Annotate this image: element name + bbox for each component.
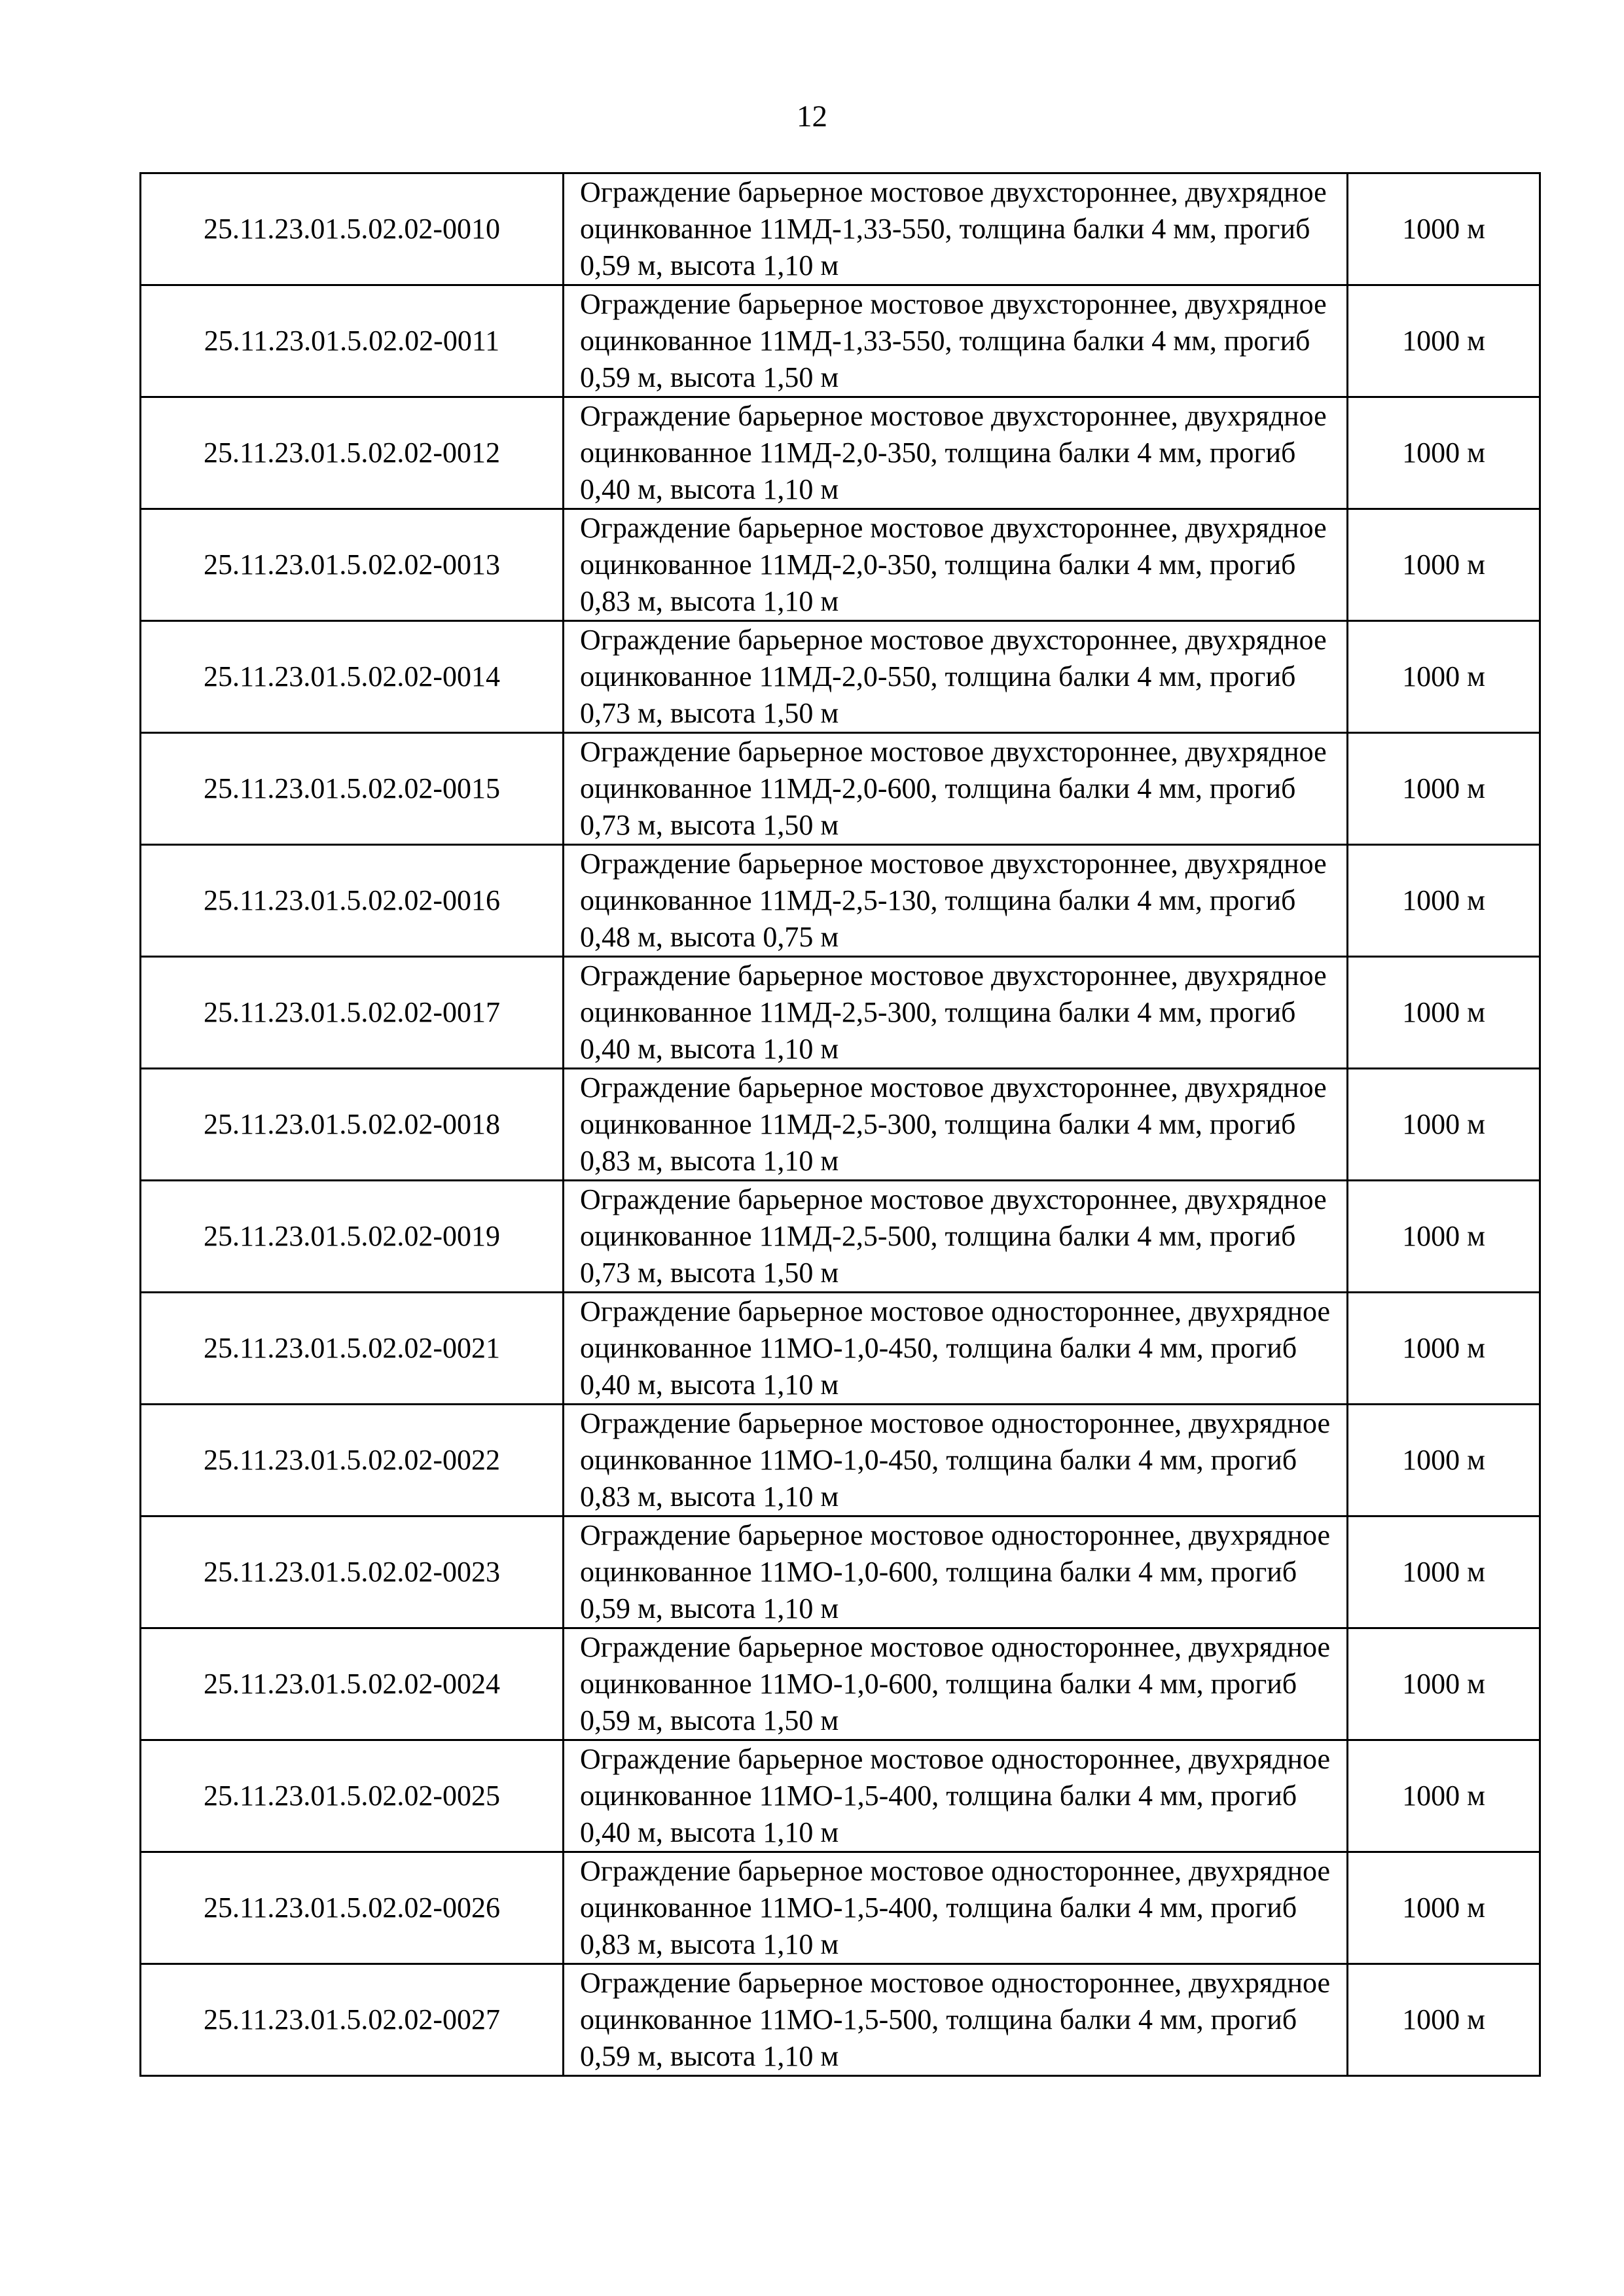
- resource-name: Ограждение барьерное мостовое двухстороннее, двухрядное оцинкованное 11МД-2,5-130, толщина балки 4 мм, прогиб 0,48 м, высота 0,75 м: [564, 845, 1348, 957]
- resource-unit: 1000 м: [1348, 1293, 1540, 1405]
- resource-unit: 1000 м: [1348, 1628, 1540, 1740]
- resource-code: 25.11.23.01.5.02.02-0016: [141, 845, 564, 957]
- resource-code: 25.11.23.01.5.02.02-0012: [141, 397, 564, 509]
- resource-unit: 1000 м: [1348, 1516, 1540, 1628]
- table-row: [141, 1964, 1540, 2076]
- resource-code: 25.11.23.01.5.02.02-0025: [141, 1740, 564, 1852]
- resource-code: 25.11.23.01.5.02.02-0021: [141, 1293, 564, 1405]
- resource-code: 25.11.23.01.5.02.02-0019: [141, 1181, 564, 1293]
- table-row: [141, 733, 1540, 845]
- resource-unit: 1000 м: [1348, 957, 1540, 1069]
- resource-table-body: [141, 173, 1540, 2076]
- resource-name: Ограждение барьерное мостовое одностороннее, двухрядное оцинкованное 11МО-1,5-500, толщина балки 4 мм, прогиб 0,59 м, высота 1,10 м: [564, 1964, 1348, 2076]
- table-row: [141, 173, 1540, 285]
- resource-code: 25.11.23.01.5.02.02-0018: [141, 1069, 564, 1181]
- resource-name: Ограждение барьерное мостовое одностороннее, двухрядное оцинкованное 11МО-1,0-450, толщина балки 4 мм, прогиб 0,83 м, высота 1,10 м: [564, 1405, 1348, 1516]
- resource-name: Ограждение барьерное мостовое двухстороннее, двухрядное оцинкованное 11МД-1,33-550, толщина балки 4 мм, прогиб 0,59 м, высота 1,10 м: [564, 173, 1348, 285]
- table-row: [141, 1740, 1540, 1852]
- table-row: [141, 1405, 1540, 1516]
- resource-unit: 1000 м: [1348, 733, 1540, 845]
- resource-name: Ограждение барьерное мостовое двухстороннее, двухрядное оцинкованное 11МД-1,33-550, толщина балки 4 мм, прогиб 0,59 м, высота 1,50 м: [564, 285, 1348, 397]
- resource-unit: 1000 м: [1348, 1181, 1540, 1293]
- table-row: [141, 1181, 1540, 1293]
- resource-code: 25.11.23.01.5.02.02-0027: [141, 1964, 564, 2076]
- resource-code: 25.11.23.01.5.02.02-0023: [141, 1516, 564, 1628]
- table-row: [141, 1852, 1540, 1964]
- resource-code: 25.11.23.01.5.02.02-0015: [141, 733, 564, 845]
- resource-name: Ограждение барьерное мостовое одностороннее, двухрядное оцинкованное 11МО-1,0-450, толщина балки 4 мм, прогиб 0,40 м, высота 1,10 м: [564, 1293, 1348, 1405]
- resource-name: Ограждение барьерное мостовое двухстороннее, двухрядное оцинкованное 11МД-2,0-350, толщина балки 4 мм, прогиб 0,40 м, высота 1,10 м: [564, 397, 1348, 509]
- resource-code: 25.11.23.01.5.02.02-0022: [141, 1405, 564, 1516]
- resource-unit: 1000 м: [1348, 1405, 1540, 1516]
- resource-unit: 1000 м: [1348, 621, 1540, 733]
- table-row: [141, 957, 1540, 1069]
- resource-table: [139, 172, 1541, 2077]
- resource-code: 25.11.23.01.5.02.02-0014: [141, 621, 564, 733]
- resource-code: 25.11.23.01.5.02.02-0017: [141, 957, 564, 1069]
- resource-code: 25.11.23.01.5.02.02-0026: [141, 1852, 564, 1964]
- table-row: [141, 845, 1540, 957]
- resource-unit: 1000 м: [1348, 173, 1540, 285]
- resource-name: Ограждение барьерное мостовое двухстороннее, двухрядное оцинкованное 11МД-2,0-550, толщина балки 4 мм, прогиб 0,73 м, высота 1,50 м: [564, 621, 1348, 733]
- resource-unit: 1000 м: [1348, 1069, 1540, 1181]
- table-row: [141, 397, 1540, 509]
- resource-name: Ограждение барьерное мостовое двухстороннее, двухрядное оцинкованное 11МД-2,0-600, толщина балки 4 мм, прогиб 0,73 м, высота 1,50 м: [564, 733, 1348, 845]
- resource-name: Ограждение барьерное мостовое одностороннее, двухрядное оцинкованное 11МО-1,0-600, толщина балки 4 мм, прогиб 0,59 м, высота 1,50 м: [564, 1628, 1348, 1740]
- table-row: [141, 509, 1540, 621]
- resource-code: 25.11.23.01.5.02.02-0013: [141, 509, 564, 621]
- resource-unit: 1000 м: [1348, 397, 1540, 509]
- resource-unit: 1000 м: [1348, 1964, 1540, 2076]
- resource-unit: 1000 м: [1348, 1740, 1540, 1852]
- resource-code: 25.11.23.01.5.02.02-0024: [141, 1628, 564, 1740]
- page-number: 12: [797, 99, 827, 134]
- resource-name: Ограждение барьерное мостовое двухстороннее, двухрядное оцинкованное 11МД-2,0-350, толщина балки 4 мм, прогиб 0,83 м, высота 1,10 м: [564, 509, 1348, 621]
- resource-unit: 1000 м: [1348, 509, 1540, 621]
- resource-name: Ограждение барьерное мостовое одностороннее, двухрядное оцинкованное 11МО-1,5-400, толщина балки 4 мм, прогиб 0,40 м, высота 1,10 м: [564, 1740, 1348, 1852]
- table-row: [141, 1293, 1540, 1405]
- resource-name: Ограждение барьерное мостовое одностороннее, двухрядное оцинкованное 11МО-1,0-600, толщина балки 4 мм, прогиб 0,59 м, высота 1,10 м: [564, 1516, 1348, 1628]
- table-row: [141, 285, 1540, 397]
- table-row: [141, 1069, 1540, 1181]
- resource-unit: 1000 м: [1348, 1852, 1540, 1964]
- resource-name: Ограждение барьерное мостовое одностороннее, двухрядное оцинкованное 11МО-1,5-400, толщина балки 4 мм, прогиб 0,83 м, высота 1,10 м: [564, 1852, 1348, 1964]
- resource-name: Ограждение барьерное мостовое двухстороннее, двухрядное оцинкованное 11МД-2,5-500, толщина балки 4 мм, прогиб 0,73 м, высота 1,50 м: [564, 1181, 1348, 1293]
- table-row: [141, 1516, 1540, 1628]
- table-row: [141, 1628, 1540, 1740]
- table-row: [141, 621, 1540, 733]
- resource-code: 25.11.23.01.5.02.02-0011: [141, 285, 564, 397]
- resource-name: Ограждение барьерное мостовое двухстороннее, двухрядное оцинкованное 11МД-2,5-300, толщина балки 4 мм, прогиб 0,83 м, высота 1,10 м: [564, 1069, 1348, 1181]
- resource-code: 25.11.23.01.5.02.02-0010: [141, 173, 564, 285]
- resource-unit: 1000 м: [1348, 285, 1540, 397]
- resource-name: Ограждение барьерное мостовое двухстороннее, двухрядное оцинкованное 11МД-2,5-300, толщина балки 4 мм, прогиб 0,40 м, высота 1,10 м: [564, 957, 1348, 1069]
- resource-unit: 1000 м: [1348, 845, 1540, 957]
